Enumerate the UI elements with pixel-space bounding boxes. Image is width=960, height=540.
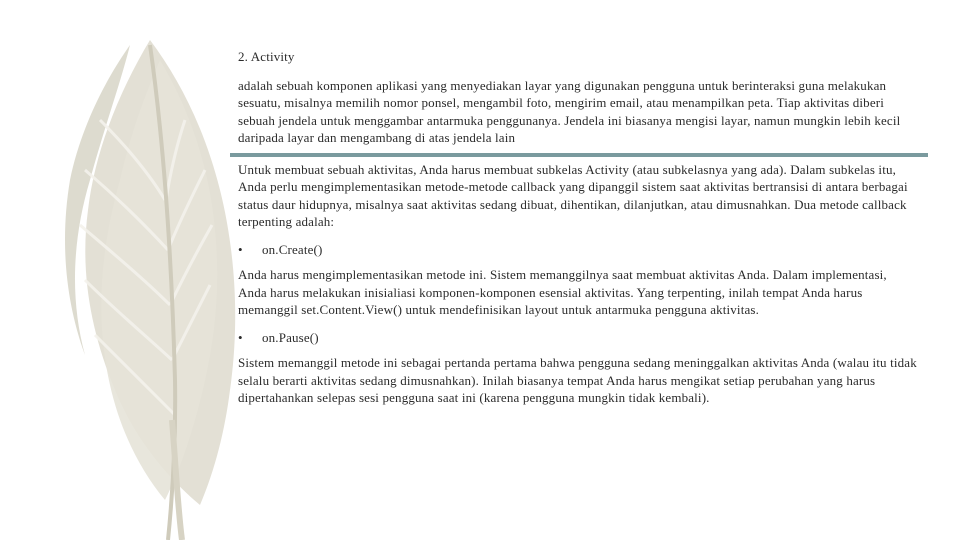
intro-paragraph: adalah sebuah komponen aplikasi yang menyediakan layar yang digunakan pengguna untuk berinteraksi guna melakukan sesuatu, misalnya memilih nomor ponsel, mengambil foto, mengirim email, atau menampilkan peta. Tiap aktivitas diberi sebuah jendela untuk menggambar antarmuka penggunanya. Jendela ini biasanya mengisi layar, namun mungkin lebih kecil daripada layar dan mengambang di atas jendela lain [238, 77, 901, 145]
method-name: on.Pause() [262, 329, 319, 345]
body-paragraph: Untuk membuat sebuah aktivitas, Anda harus membuat subkelas Activity (atau subkelasnya yang ada). Dalam subkelas itu, Anda perlu mengimplementasikan metode-metode callback yang dipanggil sistem saat aktivitas bertransisi di antara berbagai status daur hidupnya, misalnya saat aktivitas sedang dibuat, dihentikan, dilanjutkan, atau dimusnahkan. Dua metode callback terpenting adalah: [238, 161, 908, 229]
method-description: Anda harus mengimplementasikan metode ini. Sistem memanggilnya saat membuat aktivitas Anda. Dalam implementasi, Anda harus melakukan inisialiasi komponen-komponen esensial aktivitas. Yang terpenting, inilah tempat Anda harus memanggil set.Content.View() untuk mendefinisikan layout untuk antarmuka pengguna aktivitas. [238, 267, 887, 317]
slide-heading: 2. Activity [238, 49, 295, 64]
bullet-icon: • [238, 241, 243, 257]
bullet-icon: • [238, 329, 243, 345]
bullet-item-oncreate [238, 241, 918, 259]
method-name: on.Create() [262, 241, 323, 257]
slide-content [238, 44, 918, 407]
divider [230, 153, 928, 157]
method-description: Sistem memanggil metode ini sebagai pertanda pertama bahwa pengguna sedang meninggalkan aktivitas Anda (walau itu tidak selalu berarti aktivitas sedang dimusnahkan). Inilah biasanya tempat Anda harus mengikat setiap perubahan yang harus dipertahankan selepas sesi pengguna saat ini (karena pengguna mungkin tidak kembali). [238, 355, 917, 405]
bullet-item-onpause [238, 329, 918, 347]
